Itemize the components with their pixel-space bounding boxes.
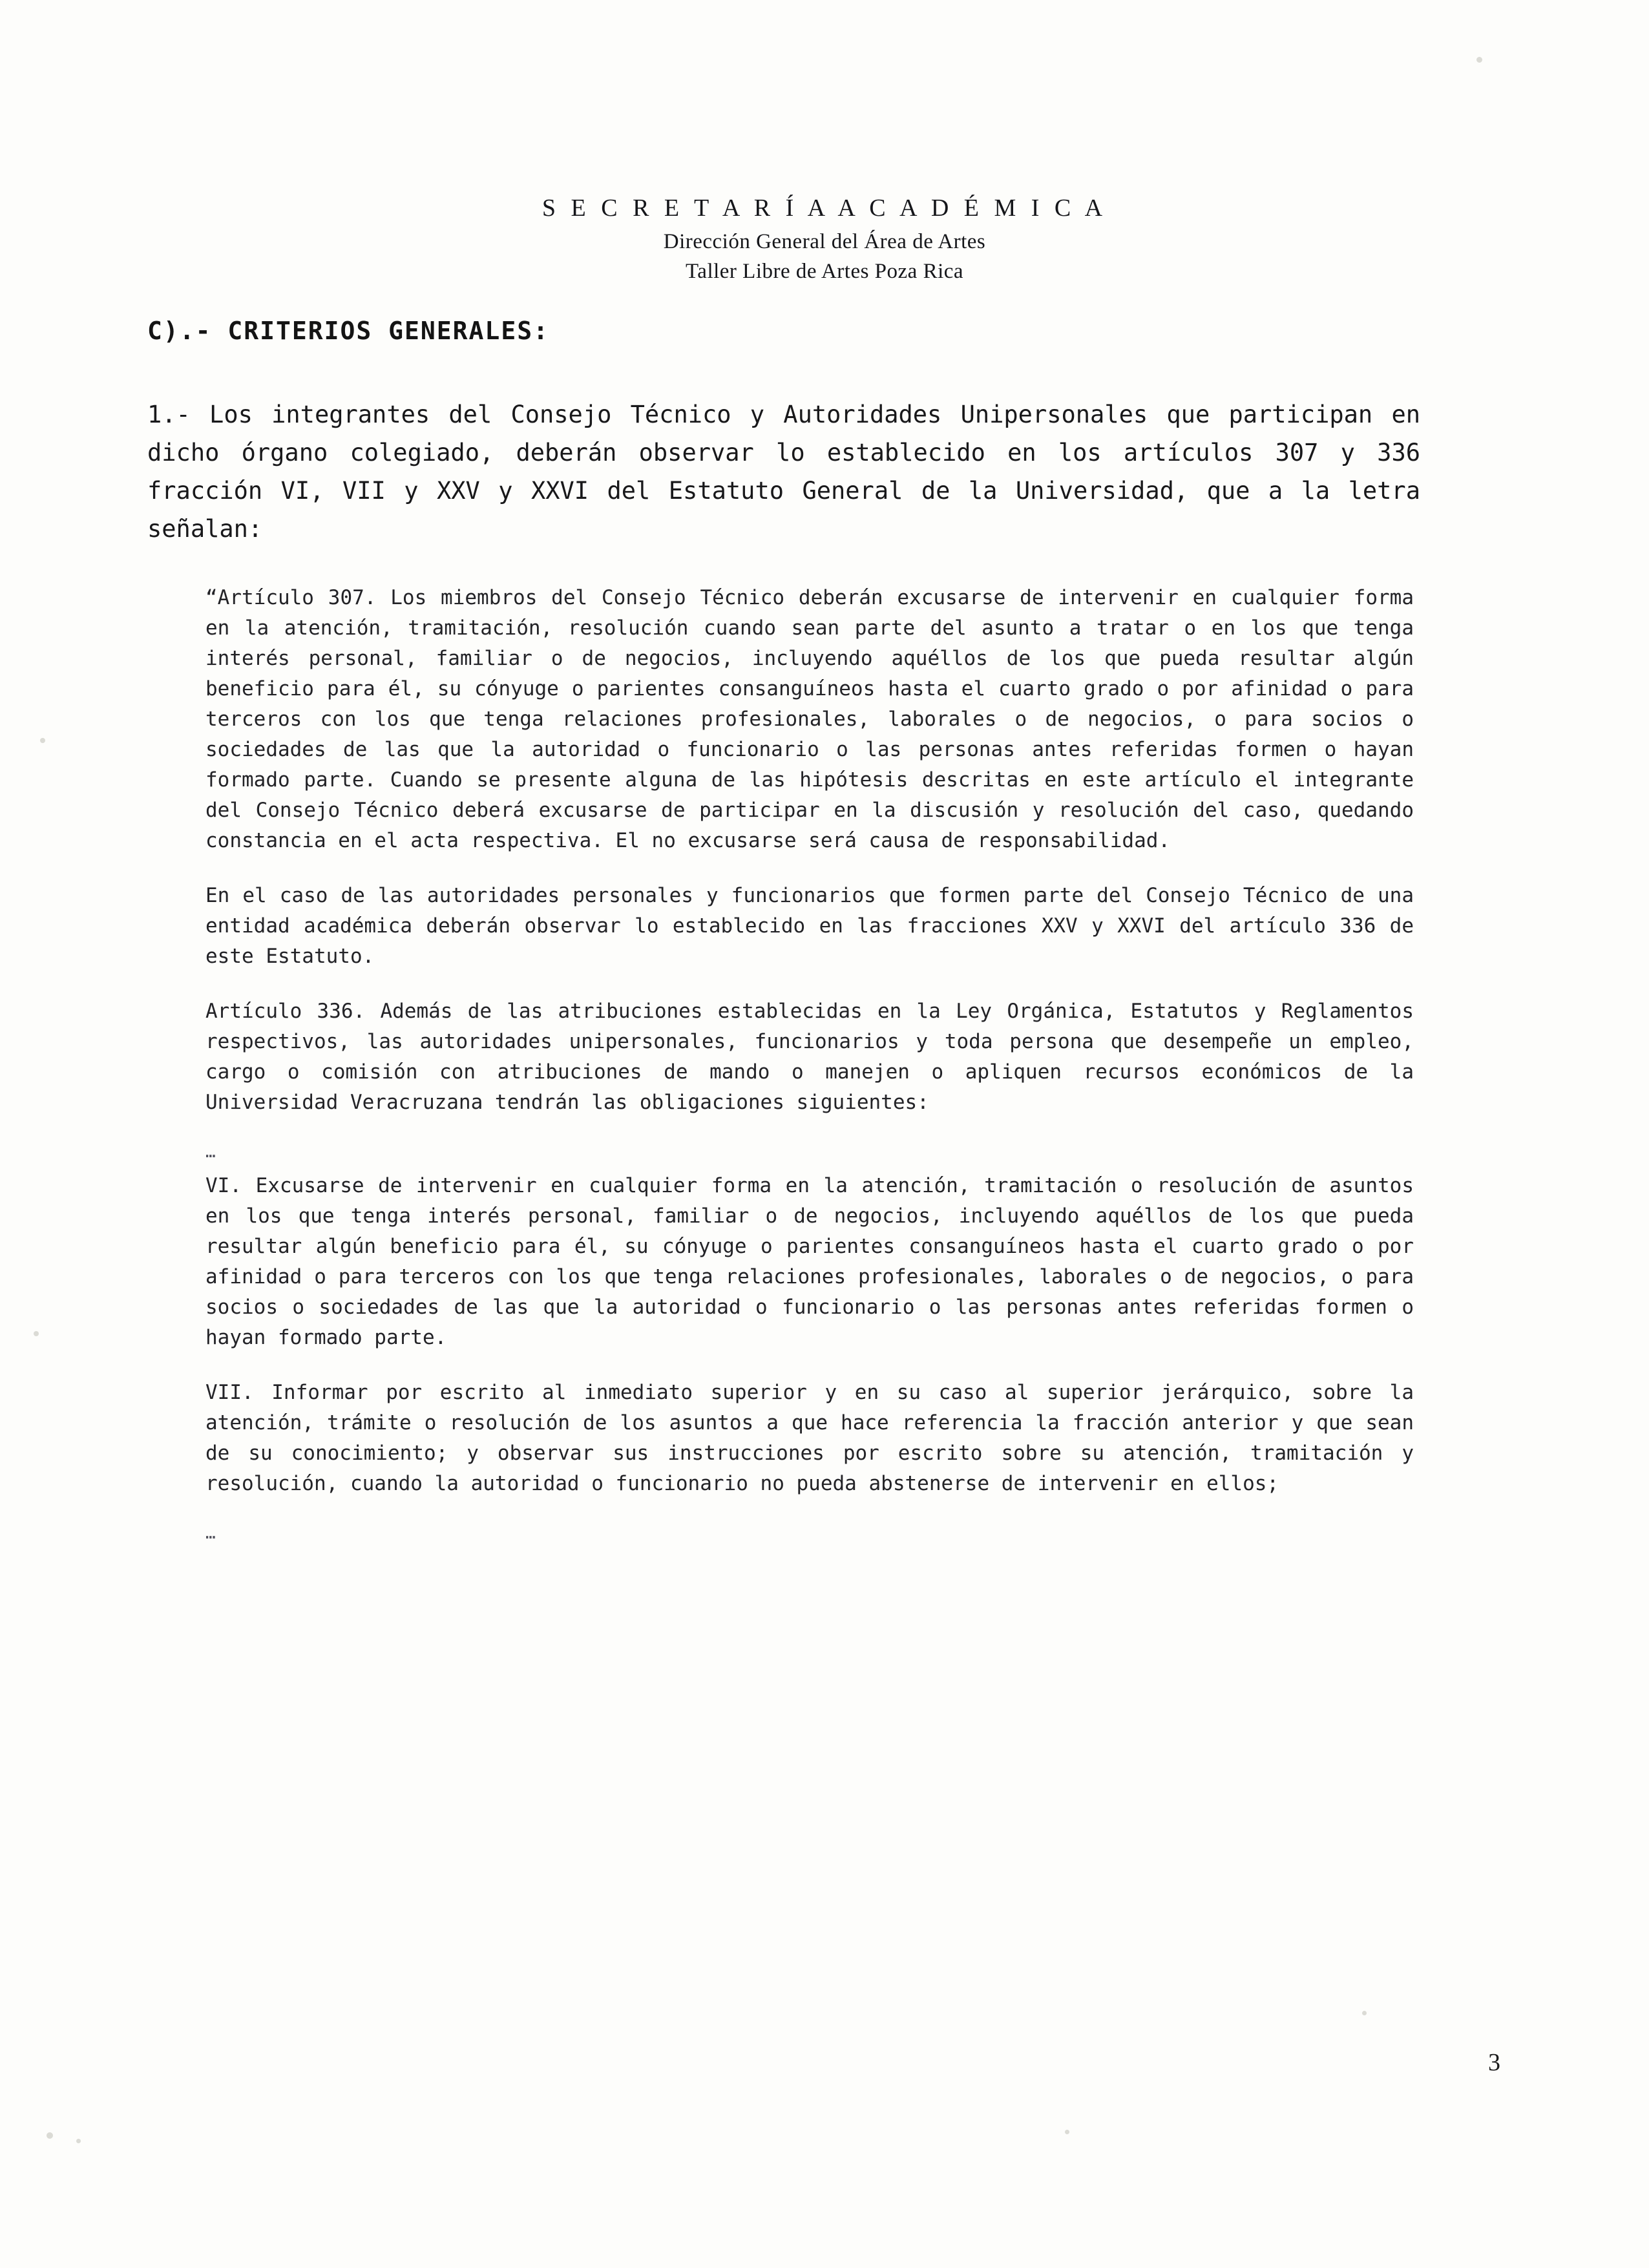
scan-speck	[34, 1331, 39, 1336]
document-header	[0, 194, 1649, 284]
scan-speck	[1362, 2011, 1367, 2015]
quote-articulo-307: “Artículo 307. Los miembros del Consejo Técnico deberán excusarse de intervenir en cualquier forma en la atención, tramitación, resolución cuando sean parte del asunto a tratar o en los que tenga interés personal, familiar o de negocios, incluyendo aquéllos de los que pueda resultar algún beneficio para él, su cónyuge o parientes consanguíneos hasta el cuarto grado o por afinidad o para terceros con los que tenga relaciones profesionales, laborales o de negocios, o para socios o sociedades de las que la autoridad o funcionario o las personas antes referidas formen o hayan formado parte. Cuando se presente alguna de las hipótesis descritas en este artículo el integrante del Consejo Técnico deberá excusarse de participar en la discusión y resolución del caso, quedando constancia en el acta respectiva. El no excusarse será causa de responsabilidad.	[205, 586, 1414, 852]
header-line-direccion: Dirección General del Área de Artes	[663, 230, 986, 253]
quote-caso-autoridades: En el caso de las autoridades personales y funcionarios que formen parte del Consejo Técnico de una entidad académica deberán observar lo establecido en las fracciones XXV y XXVI del artículo 336 de este Estatuto.	[205, 884, 1414, 968]
quoted-articles-block	[205, 583, 1414, 1543]
ellipsis-marker-1: …	[205, 1142, 218, 1162]
scan-speck	[1065, 2130, 1069, 2134]
paragraph-item-1: 1.- Los integrantes del Consejo Técnico y Autoridades Unipersonales que participan en dicho órgano colegiado, deberán observar lo establecido en los artículos 307 y 336 fracción VI, VII y XXV y XXVI del Estatuto General de la Universidad, que a la letra señalan:	[147, 401, 1420, 543]
document-body	[147, 317, 1504, 1552]
header-line-taller: Taller Libre de Artes Poza Rica	[685, 260, 964, 283]
quote-fraccion-vi: VI. Excusarse de intervenir en cualquier forma en la atención, tramitación o resolución de asuntos en los que tenga interés personal, familiar o de negocios, incluyendo aquéllos de los que pueda resultar algún beneficio para él, su cónyuge o parientes consanguíneos hasta el cuarto grado o por afinidad o para terceros con los que tenga relaciones profesionales, laborales o de negocios, o para socios o sociedades de las que la autoridad o funcionario o las personas antes referidas formen o hayan formado parte.	[205, 1174, 1414, 1349]
quote-articulo-336: Artículo 336. Además de las atribuciones establecidas en la Ley Orgánica, Estatutos y Reglamentos respectivos, las autoridades unipersonales, funcionarios y toda persona que desempeñe un empleo, cargo o comisión con atribuciones de mando o manejen o apliquen recursos económicos de la Universidad Veracruzana tendrán las obligaciones siguientes:	[205, 1000, 1414, 1114]
page-number: 3	[1488, 2049, 1500, 2076]
scan-speck	[1476, 57, 1482, 63]
scan-speck	[76, 2139, 81, 2143]
quote-fraccion-vii: VII. Informar por escrito al inmediato superior y en su caso al superior jerárquico, sobre la atención, trámite o resolución de los asuntos a que hace referencia la fracción anterior y que sean de su conocimiento; y observar sus instrucciones por escrito sobre su atención, tramitación y resolución, cuando la autoridad o funcionario no pueda abstenerse de intervenir en ellos;	[205, 1381, 1414, 1495]
section-title-criterios-generales: C).- CRITERIOS GENERALES:	[147, 317, 549, 345]
header-line-secretaria: S E C R E T A R Í A A C A D É M I C A	[541, 194, 1108, 222]
scan-speck	[40, 738, 45, 743]
ellipsis-marker-2: …	[205, 1524, 218, 1543]
scan-speck	[47, 2132, 53, 2139]
